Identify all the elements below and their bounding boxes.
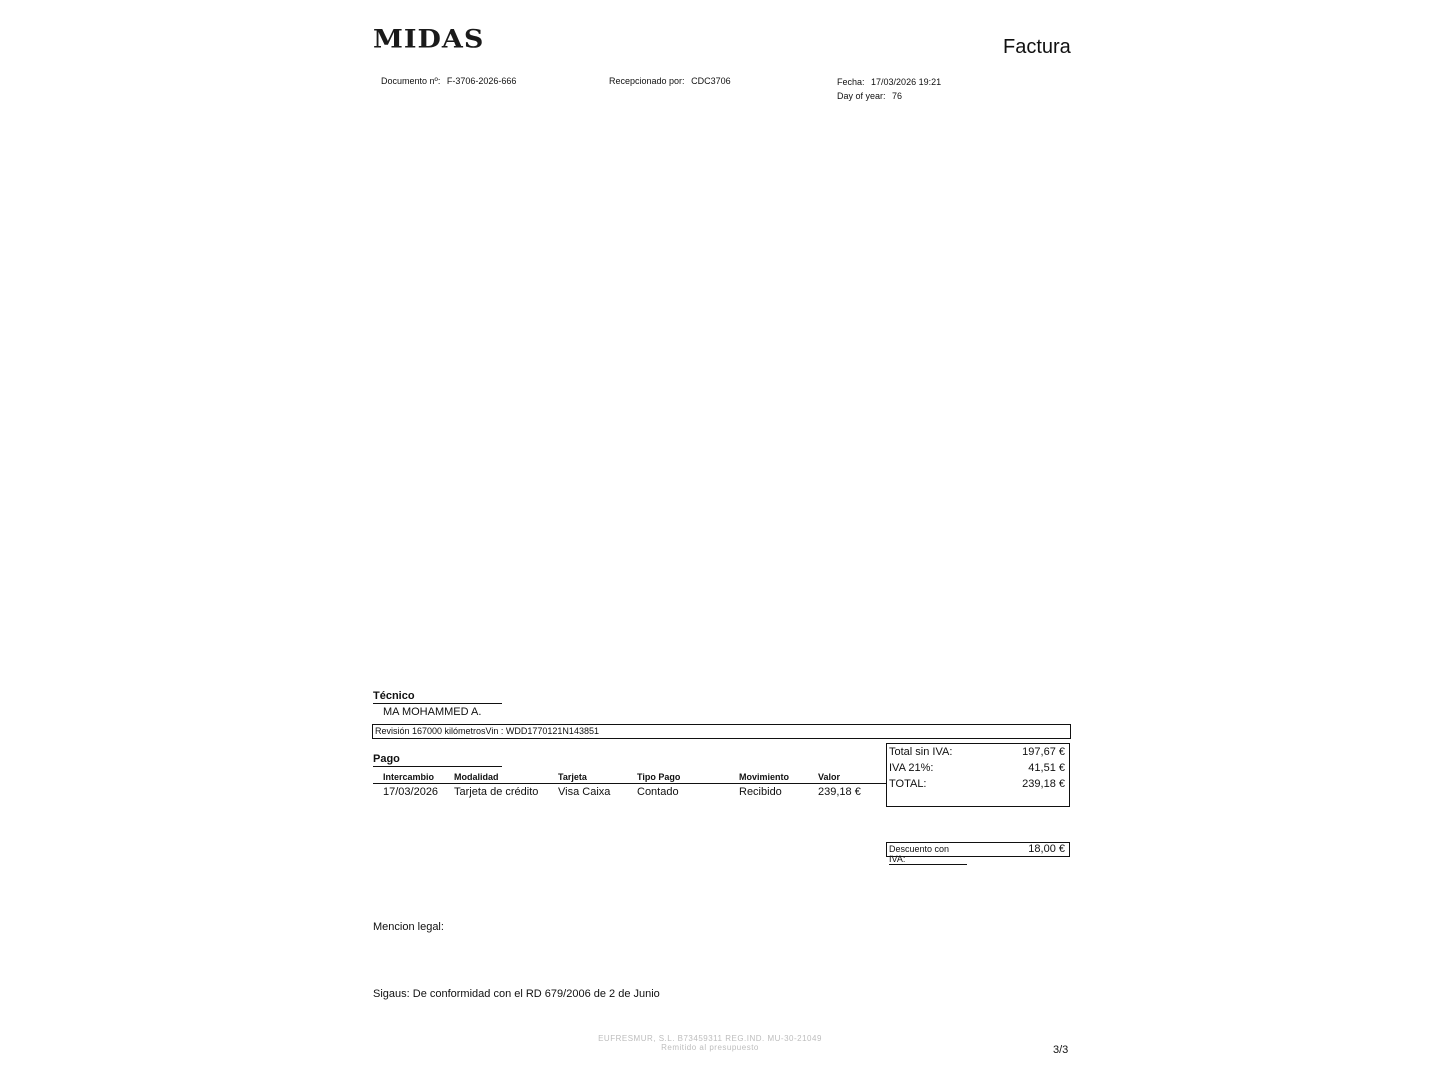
total-label: TOTAL: xyxy=(889,778,927,790)
col-tarjeta: Tarjeta xyxy=(548,772,627,784)
revision-box xyxy=(372,724,1071,739)
col-tipo-pago: Tipo Pago xyxy=(627,772,729,784)
payments-header-row xyxy=(373,772,887,784)
col-modalidad: Modalidad xyxy=(444,772,548,784)
documento-label: Documento nº: xyxy=(381,76,441,86)
fecha-field xyxy=(837,77,941,87)
cell-tipo-pago: Contado xyxy=(637,786,679,798)
fecha-label: Fecha: xyxy=(837,77,865,87)
recepcionado-field xyxy=(609,76,731,86)
iva-value: 41,51 € xyxy=(1028,762,1065,774)
documento-value: F-3706-2026-666 xyxy=(446,76,517,86)
document-title: Factura xyxy=(1003,36,1071,58)
cell-intercambio: 17/03/2026 xyxy=(383,786,439,798)
day-of-year-label: Day of year: xyxy=(837,91,886,101)
cell-modalidad: Tarjeta de crédito xyxy=(454,786,539,798)
sigaus-text: Sigaus: De conformidad con el RD 679/2006 de 2 de Junio xyxy=(373,988,660,1000)
recepcionado-label: Recepcionado por: xyxy=(609,76,685,86)
midas-logo: MIDAS xyxy=(373,24,485,55)
iva-label: IVA 21%: xyxy=(889,762,934,774)
tecnico-name: MA MOHAMMED A. xyxy=(383,706,482,718)
table-row xyxy=(373,784,887,799)
col-movimiento: Movimiento xyxy=(729,772,808,784)
documento-field xyxy=(381,76,516,86)
descuento-label: Descuento con IVA: xyxy=(889,844,967,865)
page-number: 3/3 xyxy=(1053,1044,1069,1056)
payments-table xyxy=(373,772,887,798)
footer-company-line1: EUFRESMUR, S.L. B73459311 REG.IND. MU-30-21049 xyxy=(598,1034,822,1043)
col-intercambio: Intercambio xyxy=(373,772,444,784)
descuento-box xyxy=(886,842,1070,864)
total-sin-iva-label: Total sin IVA: xyxy=(889,746,953,758)
footer-company xyxy=(560,1034,860,1052)
day-of-year-field xyxy=(837,91,902,101)
mencion-legal: Mencion legal: xyxy=(373,921,444,933)
fecha-value: 17/03/2026 19:21 xyxy=(871,77,942,87)
day-of-year-value: 76 xyxy=(892,91,903,101)
recepcionado-value: CDC3706 xyxy=(691,76,731,86)
pago-title: Pago xyxy=(373,753,502,767)
footer-company-line2: Remitido al presupuesto xyxy=(661,1043,759,1052)
total-value: 239,18 € xyxy=(1022,778,1065,790)
cell-movimiento: Recibido xyxy=(739,786,782,798)
tecnico-title: Técnico xyxy=(373,690,502,704)
total-sin-iva-value: 197,67 € xyxy=(1022,746,1065,758)
cell-valor: 239,18 € xyxy=(818,786,861,798)
descuento-value: 18,00 € xyxy=(1028,843,1065,855)
cell-tarjeta: Visa Caixa xyxy=(558,786,611,798)
col-valor: Valor xyxy=(808,772,887,784)
revision-text: Revisión 167000 kilómetrosVin : WDD1770121N143851 xyxy=(375,726,599,736)
totals-box xyxy=(886,743,1070,807)
